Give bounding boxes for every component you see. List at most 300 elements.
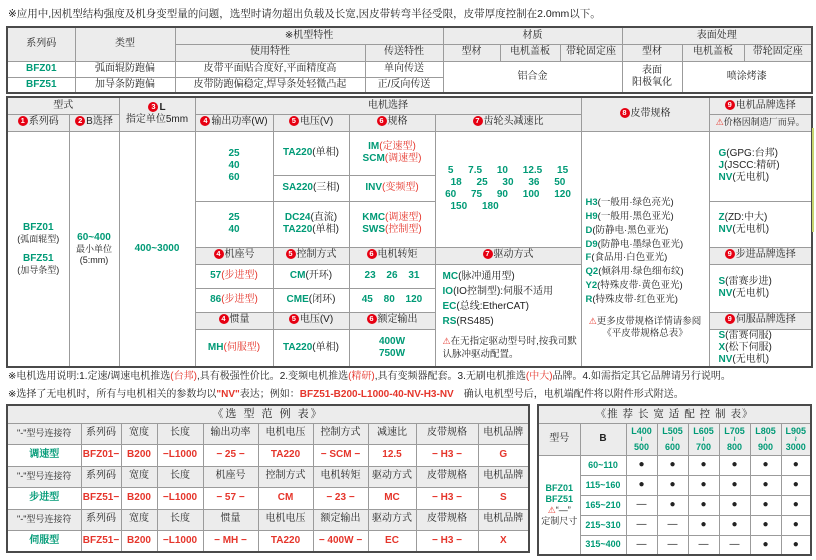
surface-profile-value <box>622 61 682 93</box>
belt-code: D9 <box>585 238 598 250</box>
availability-mark: ● <box>719 455 750 475</box>
overview-table <box>6 26 813 94</box>
belt-code: R <box>585 293 593 305</box>
b-range-value: 165~210 <box>580 495 626 515</box>
overview-header-series: 系列码 <box>7 27 75 61</box>
marker-4-icon: 4 <box>200 116 210 126</box>
brand-desc: (无电机) <box>732 353 770 365</box>
power-value: 25 <box>228 211 240 223</box>
header-cell: 长度 <box>157 509 203 530</box>
servo-brand-cell <box>709 329 812 367</box>
output-value: 400W <box>378 335 406 347</box>
subheader-torque <box>349 247 435 264</box>
availability-mark: ● <box>781 475 811 495</box>
b-range-value: 60~110 <box>580 455 626 475</box>
subheader-drive-label: 驱动方式 <box>493 249 534 261</box>
header-cell: 长度 <box>157 466 203 487</box>
subheader-voltage-2 <box>273 312 349 329</box>
recommend-header-l-col: L400 ≀ 500 <box>626 423 657 455</box>
voltage-code: DC24 <box>284 211 311 223</box>
recommend-table <box>537 404 812 556</box>
spec-code: INV <box>365 181 382 193</box>
transfer-feature: 正/反向传送 <box>365 77 443 93</box>
model-code: BFZ51 <box>545 493 573 504</box>
availability-mark: ● <box>657 495 688 515</box>
subheader-servo-brand <box>709 312 812 329</box>
header-cell: 电机品牌 <box>478 509 529 530</box>
header-cell: 系列码 <box>81 509 121 530</box>
marker-4-icon: 4 <box>219 314 229 324</box>
availability-mark: ● <box>688 495 719 515</box>
availability-mark: ● <box>688 455 719 475</box>
marker-5-icon: 5 <box>289 314 299 324</box>
brand-desc: (雷赛伺服) <box>725 329 772 341</box>
note-text: 品牌。4.如需指定其它品牌请另行说明。 <box>552 371 731 382</box>
gear-line: 18 25 30 36 50 <box>450 176 566 188</box>
inertia-desc: (伺服型) <box>223 341 261 353</box>
surface-profile-line2: 阳极氧化 <box>632 76 673 88</box>
control-desc: (开环) <box>305 269 333 281</box>
example-value: 12.5 <box>368 444 416 466</box>
voltage-code: TA220 <box>283 146 313 158</box>
header-cell: 宽度 <box>121 509 157 530</box>
header-cell: 宽度 <box>121 423 157 444</box>
warning-icon: ⚠ <box>715 117 724 128</box>
availability-mark: ● <box>781 495 811 515</box>
overview-header-profile-2: 型材 <box>622 44 682 61</box>
availability-mark: ● <box>781 535 811 555</box>
drive-desc: (脉冲通用型) <box>458 270 515 282</box>
example-value: TA220 <box>258 530 313 552</box>
example-value: − SCM − <box>313 444 368 466</box>
example-value: CM <box>258 487 313 509</box>
surface-paint-value: 喷涂烤漆 <box>682 61 812 93</box>
subheader-frame-size <box>195 247 273 264</box>
header-power <box>195 114 273 131</box>
control-code: CM <box>289 269 306 281</box>
recommend-header-l-col: L505 ≀ 600 <box>657 423 688 455</box>
page-edge-marker <box>812 128 814 232</box>
series-cell <box>7 131 69 367</box>
header-cell: 机座号 <box>203 466 258 487</box>
overview-header-features: ※机型特性 <box>175 27 443 44</box>
brand-desc: (无电机) <box>732 224 770 235</box>
series-code: BFZ01 <box>7 61 75 77</box>
marker-6-icon: 6 <box>377 116 387 126</box>
subheader-torque-label: 电机转矩 <box>377 249 418 261</box>
b-range-value: 215~310 <box>580 515 626 535</box>
example-value: TA220 <box>258 444 313 466</box>
note-text: ※选择了无电机时，所有与电机相关的参数均以 <box>8 389 217 400</box>
belt-code: H3 <box>585 197 598 209</box>
control-code: CME <box>286 293 309 305</box>
drive-desc: (RS485) <box>456 315 494 327</box>
example-value: −L1000 <box>157 444 203 466</box>
series-sub: (弧面辊型) <box>17 233 60 244</box>
header-length <box>119 97 195 131</box>
frame-desc: (步进型) <box>221 293 258 305</box>
series-sub: (加导条型) <box>17 264 60 275</box>
inertia-code: MH <box>207 341 224 353</box>
belt-desc: (食品用·白色亚光) <box>591 252 668 264</box>
example-value: − 25 − <box>203 444 258 466</box>
recommend-header-l-col: L805 ≀ 900 <box>750 423 781 455</box>
example-value: − 23 − <box>313 487 368 509</box>
brand-code: X <box>718 341 726 353</box>
voltage-code: TA220 <box>283 341 313 353</box>
availability-mark: — <box>719 535 750 555</box>
drive-code: MC <box>442 270 459 282</box>
header-b-label: B选择 <box>86 116 113 128</box>
availability-mark: ● <box>688 515 719 535</box>
example-value: BFZ01− <box>81 444 121 466</box>
brand-desc: (松下伺服) <box>725 341 772 353</box>
example-value: B200 <box>121 530 157 552</box>
gear-line: 150 180 <box>450 201 499 213</box>
header-power-label: 输出功率(W) <box>211 116 268 128</box>
header-spec <box>349 114 435 131</box>
header-cell: 系列码 <box>81 466 121 487</box>
recommend-header-l-col: L605 ≀ 700 <box>688 423 719 455</box>
availability-mark: ● <box>781 515 811 535</box>
brand-desc: (无电机) <box>732 288 770 299</box>
motor-selection-note <box>8 367 731 382</box>
output-value: 750W <box>378 347 406 359</box>
spec-code: IM <box>368 140 380 152</box>
belt-desc: (特殊皮带·黄色亚光) <box>597 280 683 291</box>
belt-desc: (防静电·墨绿色亚光) <box>597 238 684 250</box>
warning-icon: ⚠ <box>588 315 597 326</box>
example-value: B200 <box>121 487 157 509</box>
header-cell: 控制方式 <box>313 423 368 444</box>
header-cell: 输出功率 <box>203 423 258 444</box>
example-row-label: 伺服型 <box>7 530 81 552</box>
series-code: BFZ51 <box>22 252 54 264</box>
example-value: − H3 − <box>416 487 478 509</box>
marker-1-icon: 1 <box>18 116 28 126</box>
power-value: 40 <box>228 159 240 171</box>
series-code: BFZ51 <box>7 77 75 93</box>
marker-8-icon: 8 <box>620 108 630 118</box>
subheader-frame-label: 机座号 <box>224 249 255 261</box>
voltage-desc: (单相) <box>312 224 339 235</box>
subheader-drive-mode <box>435 247 581 264</box>
b-range-cell <box>69 131 119 367</box>
example-value: MC <box>368 487 416 509</box>
brand-desc: (无电机) <box>732 172 770 184</box>
voltage-desc: (直流) <box>310 211 338 223</box>
custom-dash: “—” <box>555 504 571 515</box>
l-range-cell: 400~3000 <box>119 131 195 367</box>
availability-mark: ● <box>626 475 657 495</box>
frame-size-cell <box>195 264 273 288</box>
subheader-inertia-label: 惯量 <box>229 314 250 326</box>
brand-code: J <box>718 159 725 171</box>
subheader-control-label: 控制方式 <box>296 249 337 261</box>
subheader-inertia <box>195 312 273 329</box>
brand-code: NV <box>718 353 733 365</box>
header-cell: 控制方式 <box>258 466 313 487</box>
header-gear-ratio <box>435 114 581 131</box>
header-brand <box>709 97 812 114</box>
overview-header-usage: 使用特性 <box>175 44 365 61</box>
header-belt-label: 皮带规格 <box>630 108 671 120</box>
availability-mark: — <box>688 535 719 555</box>
header-cell: 宽度 <box>121 466 157 487</box>
example-value: X <box>478 530 529 552</box>
header-cell: 皮带规格 <box>416 466 478 487</box>
header-cell: 减速比 <box>368 423 416 444</box>
top-usage-note: ※应用中,因机型结构强度及机身变型量的问题，选型时请勿超出负载及长宽,因皮带转弯半径受限，皮带厚度控制在2.0mm以下。 <box>8 8 601 20</box>
header-cell: 皮带规格 <box>416 509 478 530</box>
belt-desc: (一般用·黑色亚光) <box>597 211 674 223</box>
step-brand-cell <box>709 264 812 312</box>
recommend-header-l-col: L905 ≀ 3000 <box>781 423 811 455</box>
drive-mode-cell <box>435 264 581 367</box>
series-code: BFZ01 <box>22 221 54 233</box>
example-value: − 400W − <box>313 530 368 552</box>
power-value: 40 <box>228 224 240 235</box>
belt-desc: (一般用·绿色亮光) <box>597 197 674 209</box>
belt-note-text: 更多皮带规格详情请参阅《平皮带规格总表》 <box>596 315 702 340</box>
recommend-model-cell <box>538 455 580 555</box>
spec-code: KMC <box>362 211 386 223</box>
header-cell: 系列码 <box>81 423 121 444</box>
voltage-cell <box>273 201 349 247</box>
overview-header-material: 材质 <box>443 27 622 44</box>
belt-code: Q2 <box>585 266 599 278</box>
example-value: EC <box>368 530 416 552</box>
custom-size-label: 定制尺寸 <box>541 515 578 526</box>
spec-desc: (调速型) <box>384 153 422 164</box>
availability-mark: ● <box>719 495 750 515</box>
marker-2-icon: 2 <box>75 116 85 126</box>
header-voltage <box>273 114 349 131</box>
brand-code: S <box>718 329 726 341</box>
marker-9-icon: 9 <box>725 314 735 324</box>
voltage-desc: (三相) <box>312 181 340 193</box>
marker-9-icon: 9 <box>725 249 735 259</box>
spec-cell <box>349 201 435 247</box>
header-length-label: L <box>159 102 166 114</box>
header-series <box>7 114 69 131</box>
example-value: − 57 − <box>203 487 258 509</box>
b-range-value: 315~400 <box>580 535 626 555</box>
b-range-value: 115~160 <box>580 475 626 495</box>
example-value: −L1000 <box>157 530 203 552</box>
subheader-servo-brand-label: 伺服品牌选择 <box>735 314 796 326</box>
note-text: 确认电机型号后，电机端配件将以附件形式附送。 <box>453 389 684 400</box>
drive-code: IO <box>442 285 454 297</box>
usage-feature: 皮带防跑偏稳定,焊导条处轻微凸起 <box>175 77 365 93</box>
no-motor-note <box>8 385 684 400</box>
surface-profile-line1: 表面 <box>642 64 663 76</box>
drive-desc: (总线:EtherCAT) <box>456 300 530 312</box>
marker-6-icon: 6 <box>367 249 377 259</box>
availability-mark: ● <box>626 455 657 475</box>
header-gear-label: 齿轮头减速比 <box>483 116 544 128</box>
recommend-header-model: 型号 <box>538 423 580 455</box>
note-text: ※电机选用说明:1.定速/调速电机推选 <box>8 371 171 382</box>
example-value: S <box>478 487 529 509</box>
example-row-label: 步进型 <box>7 487 81 509</box>
header-motor-group: 电机选择 <box>195 97 581 114</box>
subheader-control-mode <box>273 247 349 264</box>
recommend-header-l-col: L705 ≀ 800 <box>719 423 750 455</box>
warning-icon: ⚠ <box>442 335 451 346</box>
header-cell: 电机转矩 <box>313 466 368 487</box>
example-value: BFZ51− <box>81 530 121 552</box>
subheader-voltage-2-label: 电压(V) <box>299 314 334 326</box>
drive-desc: (IO控制型):伺服不适用 <box>453 285 554 297</box>
marker-9-icon: 9 <box>725 100 735 110</box>
header-cell: 电机品牌 <box>478 423 529 444</box>
power-value: 60 <box>228 172 240 184</box>
availability-mark: ● <box>781 455 811 475</box>
overview-header-type: 类型 <box>75 27 175 61</box>
overview-header-transfer: 传送特性 <box>365 44 443 61</box>
example-value: − H3 − <box>416 530 478 552</box>
availability-mark: — <box>626 535 657 555</box>
usage-feature: 皮带平面贴合度好,平面精度高 <box>175 61 365 77</box>
spec-cell <box>349 175 435 201</box>
availability-mark: ● <box>719 515 750 535</box>
example-value: G <box>478 444 529 466</box>
spec-desc: (控制型) <box>385 224 422 235</box>
brand-code: NV <box>718 172 733 184</box>
brand-cell-2 <box>709 201 812 247</box>
availability-mark: ● <box>750 495 781 515</box>
header-cell: 驱动方式 <box>368 466 416 487</box>
example-row-label: 调速型 <box>7 444 81 466</box>
frame-size-cell <box>195 288 273 312</box>
overview-header-pulley-seat-2: 带轮固定座 <box>744 44 812 61</box>
control-desc: (闭环) <box>308 293 336 305</box>
availability-mark: — <box>626 495 657 515</box>
frame-code: 57 <box>210 269 222 281</box>
header-cell: 驱动方式 <box>368 509 416 530</box>
b-note2: (5:mm) <box>79 254 109 265</box>
belt-code: Y2 <box>585 280 598 291</box>
b-range: 60~400 <box>77 231 111 243</box>
overview-header-surface: 表面处理 <box>622 27 812 44</box>
marker-7-icon: 7 <box>473 116 483 126</box>
spec-cell <box>349 131 435 175</box>
voltage-cell <box>273 131 349 175</box>
series-type: 加导条防跑偏 <box>75 77 175 93</box>
belt-spec-cell <box>581 131 709 367</box>
brand-price-note <box>709 114 812 131</box>
warning-icon: ⚠ <box>547 504 556 515</box>
overview-header-pulley-seat: 带轮固定座 <box>560 44 622 61</box>
availability-mark: — <box>657 535 688 555</box>
header-cell: 电机电压 <box>258 509 313 530</box>
torque-cell: 45 80 120 <box>349 288 435 312</box>
frame-code: 86 <box>210 293 222 305</box>
header-cell: 皮带规格 <box>416 423 478 444</box>
header-cell: 电机品牌 <box>478 466 529 487</box>
note-red: (中大) <box>525 371 553 382</box>
availability-mark: ● <box>657 475 688 495</box>
table-row <box>7 61 812 77</box>
brand-code: S <box>718 275 726 287</box>
control-mode-cell <box>273 288 349 312</box>
availability-mark: ● <box>750 475 781 495</box>
rated-output-cell <box>349 329 435 367</box>
header-cell: 惯量 <box>203 509 258 530</box>
header-model-group: 型式 <box>7 97 119 114</box>
belt-code: D <box>585 224 593 236</box>
transfer-feature: 单向传送 <box>365 61 443 77</box>
subheader-rated-output-label: 额定输出 <box>377 314 418 326</box>
selection-table <box>6 96 813 368</box>
marker-5-icon: 5 <box>289 116 299 126</box>
availability-mark: ● <box>750 455 781 475</box>
note-model-code: BFZ51-B200-L1000-40-NV-H3-NV <box>299 389 454 400</box>
example-value: B200 <box>121 444 157 466</box>
header-cell: 长度 <box>157 423 203 444</box>
inertia-cell <box>195 329 273 367</box>
drive-note-text: 在无指定驱动型号时,按我司默认脉冲驱动配置。 <box>442 335 577 360</box>
example-value: − H3 − <box>416 444 478 466</box>
gear-ratio-cell <box>435 131 581 247</box>
recommend-header-b: B <box>580 423 626 455</box>
availability-mark: ● <box>750 515 781 535</box>
spec-desc: (调速型) <box>385 211 422 223</box>
power-value: 25 <box>228 147 240 159</box>
spec-desc: (定速型) <box>379 140 416 152</box>
availability-mark: — <box>626 515 657 535</box>
voltage-code: TA220 <box>283 224 313 235</box>
overview-header-motor-cover-2: 电机盖板 <box>682 44 744 61</box>
example-value: −L1000 <box>157 487 203 509</box>
connector-header: "-"型号连接符 <box>7 466 81 487</box>
brand-desc: (GPG:台邦) <box>726 147 778 159</box>
note-text: 表达；例如： <box>239 389 300 400</box>
brand-cell-1 <box>709 131 812 201</box>
power-cell-1 <box>195 131 273 201</box>
drive-code: EC <box>442 300 457 312</box>
marker-3-icon: 3 <box>148 102 158 112</box>
brand-code: G <box>718 147 727 159</box>
connector-header: "-"型号连接符 <box>7 509 81 530</box>
header-cell: 额定输出 <box>313 509 368 530</box>
example-table-title: 《选 型 范 例 表》 <box>7 405 529 423</box>
brand-code: Z <box>718 211 725 223</box>
availability-mark: ● <box>657 455 688 475</box>
note-text: ,具有极强性价比。2.变频电机推选 <box>196 371 349 382</box>
recommend-table-title: 《推 荐 长 宽 适 配 控 制 表》 <box>538 405 811 423</box>
belt-code: F <box>585 252 592 264</box>
availability-mark: ● <box>750 535 781 555</box>
availability-mark: ● <box>688 475 719 495</box>
belt-code: H9 <box>585 211 598 223</box>
voltage-desc: (单相) <box>312 146 339 158</box>
gear-line: 60 75 90 100 120 <box>445 189 571 200</box>
availability-mark: ● <box>719 475 750 495</box>
spec-code: SCM <box>362 153 385 164</box>
series-type: 弧面辊防跑偏 <box>75 61 175 77</box>
marker-4-icon: 4 <box>214 249 224 259</box>
header-belt <box>581 97 709 131</box>
subheader-step-brand <box>709 247 812 264</box>
voltage-desc: (单相) <box>312 341 339 353</box>
marker-7-icon: 7 <box>483 249 493 259</box>
gear-line: 5 7.5 10 12.5 15 <box>447 164 569 176</box>
power-cell-2 <box>195 201 273 247</box>
belt-desc: (倾斜用·绿色细布纹) <box>598 266 684 278</box>
brand-desc: (ZD:中大) <box>724 211 768 223</box>
